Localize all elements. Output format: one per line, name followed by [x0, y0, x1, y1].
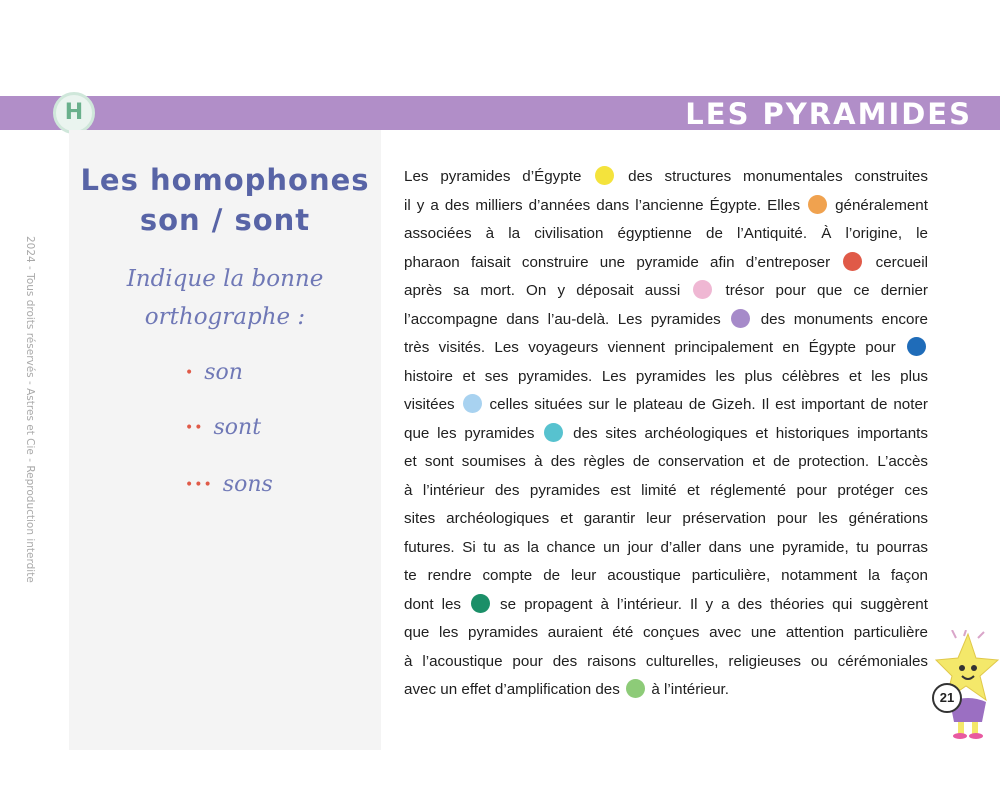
- option-sont: [185, 413, 261, 443]
- text-line: dont les se propagent à l’intérieur. Il y a des théories qui suggèrent: [404, 595, 928, 613]
- blank-dot-blue[interactable]: [907, 337, 926, 356]
- text-line: histoire et ses pyramides. Les pyramides les plus célèbres et les plus: [404, 367, 928, 385]
- text-line: pharaon faisait construire une pyramide afin d’entreposer cercueil: [404, 253, 928, 271]
- text-line: sites archéologiques et garantir leur préservation pour les générations: [404, 510, 928, 527]
- blank-dot-light-green[interactable]: [626, 679, 645, 698]
- text-line: que les pyramides auraient été conçues avec une attention particulière: [404, 624, 928, 641]
- text-line: à l’acoustique pour des raisons culturelles, religieuses ou cérémoniales: [404, 652, 928, 670]
- page-number: 21: [932, 683, 962, 713]
- text-line: avec un effet d’amplification des à l’intérieur.: [404, 681, 729, 698]
- text-line: visitées celles situées sur le plateau de Gizeh. Il est important de noter: [404, 396, 928, 413]
- section-badge: H: [53, 92, 95, 134]
- text-line: Les pyramides d’Égypte des structures monumentales construites: [404, 168, 928, 185]
- blank-dot-teal[interactable]: [544, 423, 563, 442]
- option-word: sons: [222, 472, 273, 497]
- blank-dot-pink[interactable]: [693, 280, 712, 299]
- text-line: après sa mort. On y déposait aussi trésor pour que ce dernier: [404, 282, 928, 299]
- instruction: [69, 260, 381, 336]
- text-line: il y a des milliers d’années dans l’ancienne Égypte. Elles généralement: [404, 196, 928, 214]
- page-title: LES PYRAMIDES: [685, 97, 972, 131]
- lesson-title-line2: son / sont: [139, 203, 311, 237]
- text-line: associées à la civilisation égyptienne de l’Antiquité. À l’origine, le: [404, 225, 928, 242]
- text-line: à l’intérieur des pyramides est limité et réglementé pour protéger ces: [404, 481, 928, 499]
- text-line: très visités. Les voyageurs viennent principalement en Égypte pour: [404, 334, 928, 363]
- text-line: futures. Si tu as la chance un jour d’aller dans une pyramide, tu pourras: [404, 538, 928, 556]
- lesson-title-line1: Les homophones: [80, 163, 370, 197]
- option-marks: •: [185, 365, 195, 381]
- option-marks: •••: [185, 477, 213, 493]
- copyright-note: 2024 - Tous droits réservés - Astres et Cie - Reproduction interdite: [24, 236, 36, 583]
- text-line: et sont soumises à des règles de conservation et de protection. L’accès: [404, 453, 928, 470]
- option-son: [185, 358, 243, 388]
- blank-dot-green[interactable]: [471, 594, 490, 613]
- option-sons: [185, 470, 273, 500]
- blank-dot-orange[interactable]: [808, 195, 827, 214]
- blank-dot-yellow[interactable]: [595, 166, 614, 185]
- instruction-line2: orthographe :: [144, 304, 306, 330]
- lesson-title: [69, 160, 381, 240]
- text-line: que les pyramides des sites archéologiques et historiques importants: [404, 424, 928, 442]
- exercise-text: [404, 163, 928, 705]
- option-word: sont: [213, 415, 262, 440]
- option-marks: ••: [185, 420, 204, 436]
- text-line: te rendre compte de leur acoustique particulière, notamment la façon: [404, 567, 928, 584]
- blank-dot-purple[interactable]: [731, 309, 750, 328]
- blank-dot-red[interactable]: [843, 252, 862, 271]
- blank-dot-light-blue[interactable]: [463, 394, 482, 413]
- option-word: son: [204, 360, 243, 385]
- instruction-line1: Indique la bonne: [126, 266, 324, 292]
- text-line: l’accompagne dans l’au-delà. Les pyramides des monuments encore: [404, 310, 928, 328]
